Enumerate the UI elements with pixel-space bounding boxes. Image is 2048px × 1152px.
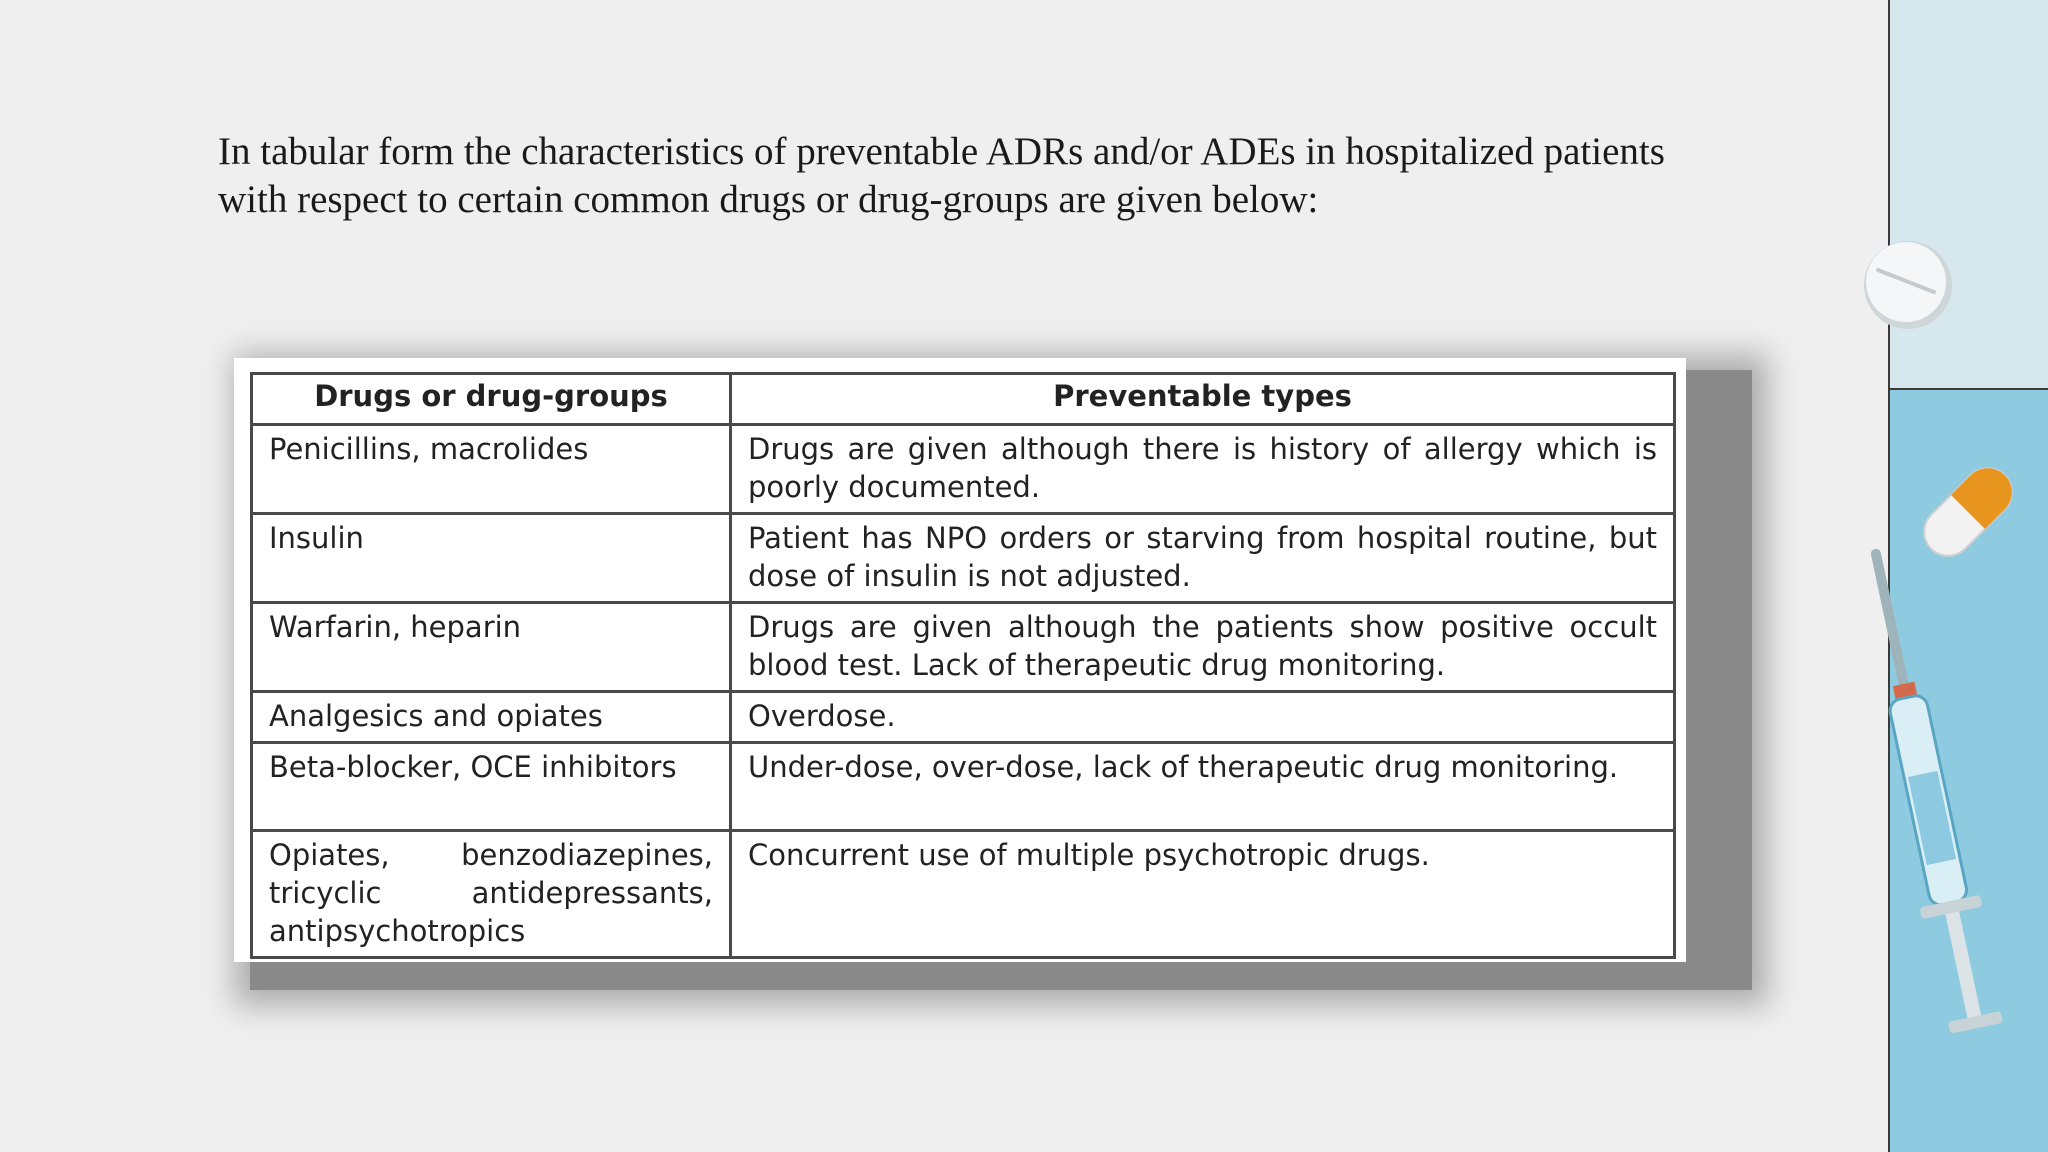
table-header-row: [252, 374, 1675, 425]
intro-line-2: with respect to certain common drugs or drug-groups are given below:: [218, 178, 1319, 221]
intro-text: [218, 128, 1738, 224]
table-card: [234, 358, 1686, 962]
table-row: [252, 692, 1675, 743]
pill-tablet-icon: [1864, 241, 1952, 329]
table-row: [252, 514, 1675, 603]
table-row: [252, 831, 1675, 958]
syringe-icon: [1845, 543, 2008, 1035]
drug-cell: Warfarin, heparin: [252, 603, 731, 692]
table-row: [252, 743, 1675, 831]
header-preventable-types: Preventable types: [731, 374, 1675, 425]
type-cell: Patient has NPO orders or starving from hospital routine, but dose of insulin is not adjusted.: [731, 514, 1675, 603]
drug-cell: Analgesics and opiates: [252, 692, 731, 743]
type-cell: Drugs are given although there is history of allergy which is poorly documented.: [731, 425, 1675, 514]
table-row: [252, 603, 1675, 692]
header-drugs: Drugs or drug-groups: [252, 374, 731, 425]
drug-cell: Opiates, benzodiazepines, tricyclic antidepressants, antipsychotropics: [252, 831, 731, 958]
type-cell: Overdose.: [731, 692, 1675, 743]
drug-cell: Penicillins, macrolides: [252, 425, 731, 514]
drug-cell: Beta-blocker, OCE inhibitors: [252, 743, 731, 831]
type-cell: Drugs are given although the patients show positive occult blood test. Lack of therapeutic drug monitoring.: [731, 603, 1675, 692]
preventable-adr-table: [250, 372, 1676, 959]
capsule-icon: [1914, 458, 2021, 565]
type-cell: Concurrent use of multiple psychotropic drugs.: [731, 831, 1675, 958]
drug-cell: Insulin: [252, 514, 731, 603]
table-row: [252, 425, 1675, 514]
intro-line-1: In tabular form the characteristics of preventable ADRs and/or ADEs in hospitalized patients: [218, 130, 1665, 173]
medical-illustration: [1840, 230, 2048, 1050]
type-cell: Under-dose, over-dose, lack of therapeutic drug monitoring.: [731, 743, 1675, 831]
